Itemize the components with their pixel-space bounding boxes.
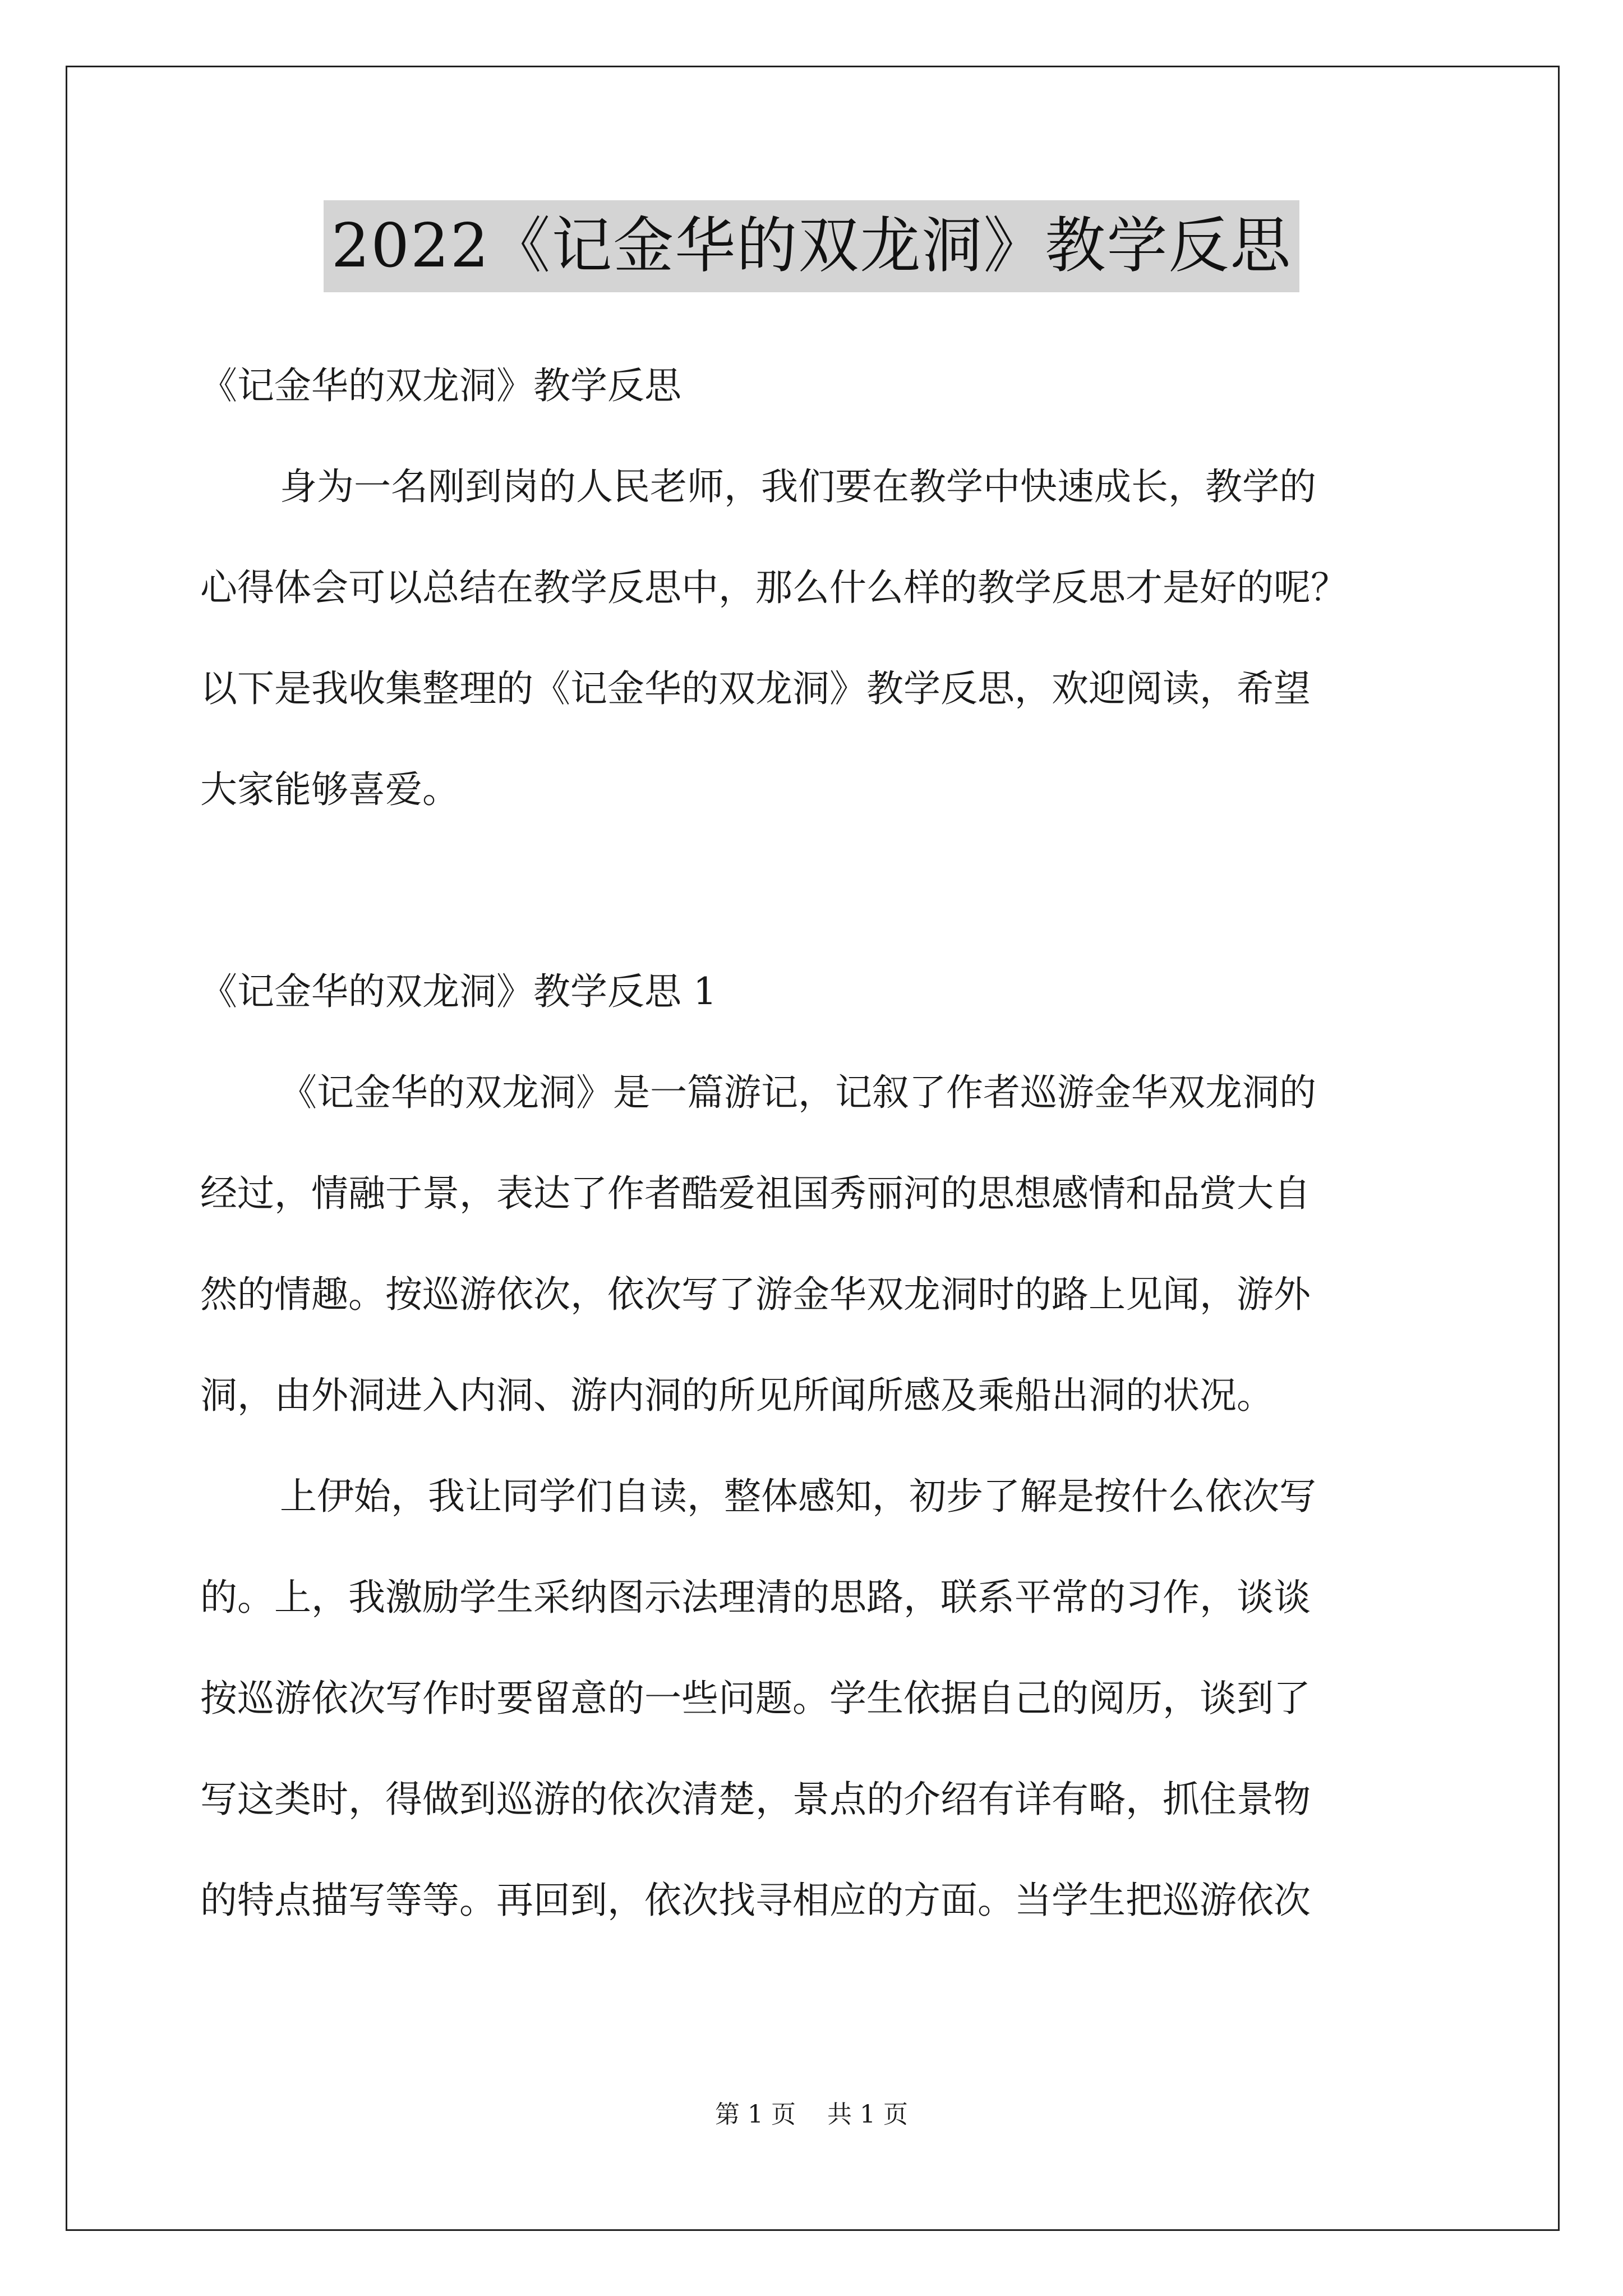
page-number-current: 第 1 页 xyxy=(715,2100,796,2129)
paragraph1-line: 洞，由外洞进入内洞、游内洞的所见所闻所感及乘船出洞的状况。 xyxy=(200,1374,1274,1417)
intro-line: 大家能够喜爱。 xyxy=(200,768,459,811)
paragraph2-line: 写这类时，得做到巡游的依次清楚，景点的介绍有详有略，抓住景物 xyxy=(200,1778,1311,1821)
document-title: 2022《记金华的双龙洞》教学反思 xyxy=(324,200,1300,292)
intro-line: 心得体会可以总结在教学反思中，那么什么样的教学反思才是好的呢？ xyxy=(200,566,1348,609)
section-heading: 《记金华的双龙洞》教学反思 1 xyxy=(200,970,717,1013)
title-container xyxy=(0,200,1623,292)
paragraph2-line: 的特点描写等等。再回到，依次找寻相应的方面。当学生把巡游依次 xyxy=(200,1879,1311,1922)
paragraph-gap xyxy=(200,840,1442,941)
document-body xyxy=(200,335,1442,1951)
intro-line: 以下是我收集整理的《记金华的双龙洞》教学反思，欢迎阅读，希望 xyxy=(200,667,1311,710)
paragraph1-line: 然的情趣。按巡游依次，依次写了游金华双龙洞时的路上见闻，游外 xyxy=(200,1273,1311,1316)
page-footer xyxy=(0,2098,1623,2132)
paragraph2-line: 按巡游依次写作时要留意的一些问题。学生依据自己的阅历，谈到了 xyxy=(200,1677,1311,1720)
paragraph2-line: 的。上，我激励学生采纳图示法理清的思路，联系平常的习作，谈谈 xyxy=(200,1576,1311,1619)
paragraph1-line: 《记金华的双龙洞》是一篇游记，记叙了作者巡游金华双龙洞的 xyxy=(280,1071,1316,1114)
intro-line: 身为一名刚到岗的人民老师，我们要在教学中快速成长，教学的 xyxy=(280,465,1316,508)
paragraph2-line: 上伊始，我让同学们自读，整体感知，初步了解是按什么依次写 xyxy=(280,1475,1316,1518)
paragraph1-line: 经过，情融于景，表达了作者酷爱祖国秀丽河的思想感情和品赏大自 xyxy=(200,1172,1311,1215)
page-number-total: 共 1 页 xyxy=(827,2100,908,2129)
subtitle: 《记金华的双龙洞》教学反思 xyxy=(200,364,681,407)
